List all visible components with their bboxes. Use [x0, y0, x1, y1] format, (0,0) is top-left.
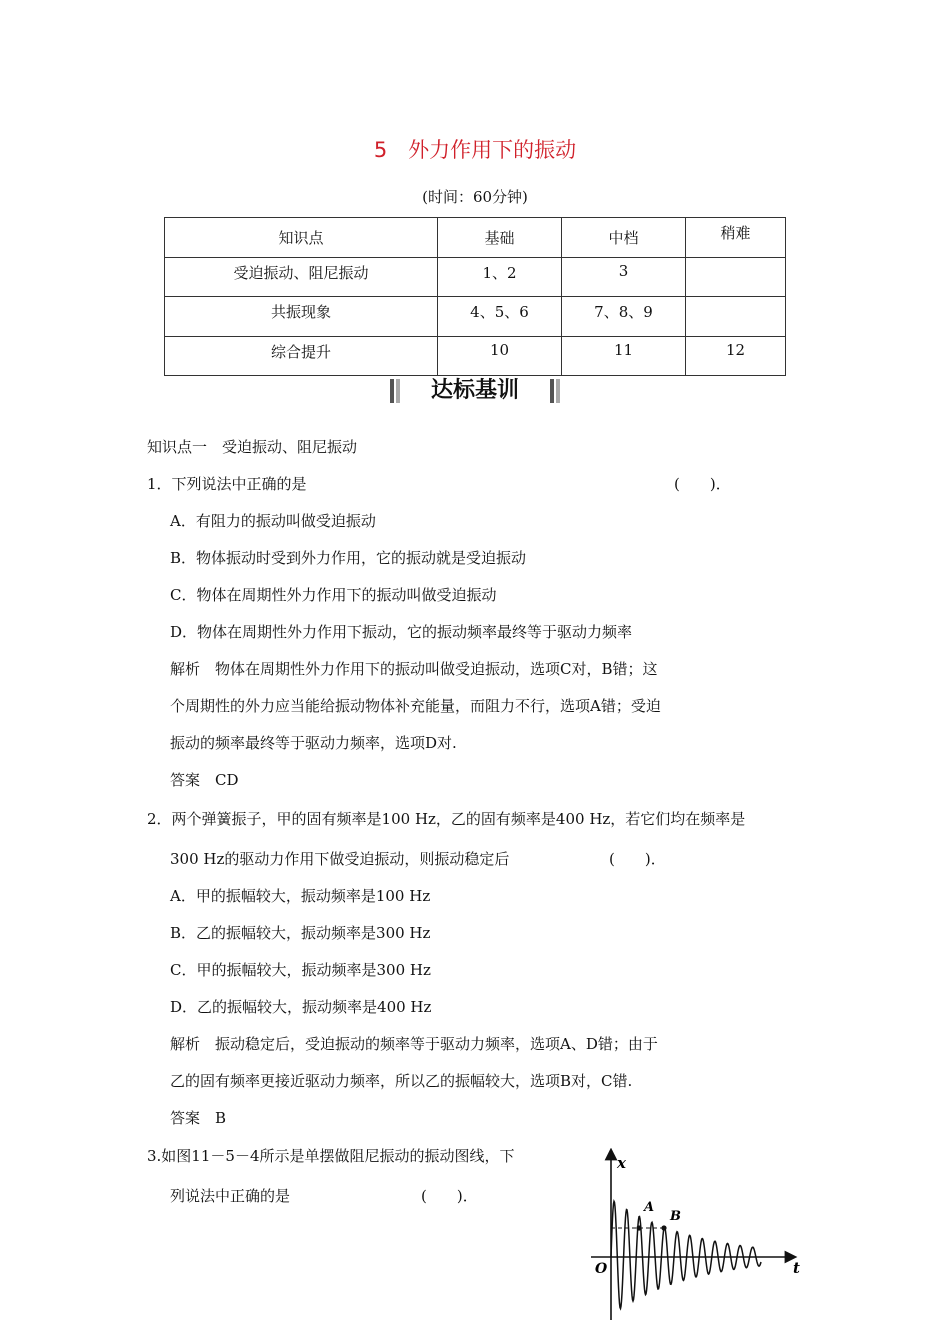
table-row — [165, 257, 786, 297]
table-cell — [686, 297, 786, 337]
q1-option-c: C．物体在周期性外力作用下的振动叫做受迫振动 — [170, 586, 497, 604]
table-cell: 10 — [438, 336, 562, 376]
damped-oscillation-figure — [585, 1148, 815, 1338]
q1-analysis-line: 振动的频率最终等于驱动力频率，选项D对. — [170, 734, 457, 752]
point-b-label: B — [670, 1209, 681, 1224]
table-cell: 3 — [562, 257, 686, 297]
table-cell: 12 — [686, 336, 786, 376]
q2-option-d: D．乙的振幅较大，振动频率是400 Hz — [170, 998, 432, 1016]
q2-answer-blank: ( )． — [609, 850, 666, 868]
q3-answer-blank: ( )． — [421, 1187, 478, 1205]
page-title: 5 外力作用下的振动 — [373, 138, 577, 162]
q2-stem-line2: 300 Hz的驱动力作用下做受迫振动，则振动稳定后 — [170, 850, 510, 868]
difficulty-table — [164, 217, 786, 376]
table-cell: 11 — [562, 336, 686, 376]
table-header-row — [165, 218, 786, 258]
q1-answer-blank: ( )． — [674, 475, 731, 493]
q1-analysis-line: 个周期性的外力应当能给振动物体补充能量，而阻力不行，选项A错；受迫 — [170, 697, 661, 715]
q1-option-d: D．物体在周期性外力作用下振动，它的振动频率最终等于驱动力频率 — [170, 623, 633, 641]
q1-analysis-line: 解析 物体在周期性外力作用下的振动叫做受迫振动，选项C对，B错；这 — [170, 660, 658, 678]
table-header-cell: 知识点 — [165, 218, 438, 258]
table-row — [165, 336, 786, 376]
section-banner — [0, 373, 950, 404]
table-cell: 受迫振动、阻尼振动 — [165, 257, 438, 297]
t-axis-label: t — [793, 1259, 800, 1277]
banner-label: 达标基训 — [430, 378, 519, 403]
table-row — [165, 297, 786, 337]
table-cell: 综合提升 — [165, 336, 438, 376]
table-header-cell: 中档 — [562, 218, 686, 258]
q2-analysis-line: 解析 振动稳定后，受迫振动的频率等于驱动力频率，选项A、D错；由于 — [170, 1035, 658, 1053]
q2-analysis-line: 乙的固有频率更接近驱动力频率，所以乙的振幅较大，选项B对，C错. — [170, 1072, 633, 1090]
q1-option-a: A．有阻力的振动叫做受迫振动 — [170, 512, 376, 530]
damped-wave-curve — [611, 1201, 761, 1308]
table-cell — [686, 257, 786, 297]
table-header-cell: 基础 — [438, 218, 562, 258]
banner-bar-icon — [390, 379, 394, 403]
banner-bar-icon — [550, 379, 554, 403]
banner-bar-icon — [556, 379, 560, 403]
q2-answer: 答案 B — [170, 1109, 227, 1127]
q3-stem-line2: 列说法中正确的是 — [170, 1187, 291, 1205]
table-cell: 共振现象 — [165, 297, 438, 337]
q2-option-a: A．甲的振幅较大，振动频率是100 Hz — [170, 887, 431, 905]
table-cell: 4、5、6 — [438, 297, 562, 337]
section-heading: 知识点一 受迫振动、阻尼振动 — [147, 438, 358, 456]
banner-bar-icon — [396, 379, 400, 403]
q1-answer: 答案 CD — [170, 771, 239, 789]
q3-stem-line1: 3.如图11－5－4所示是单摆做阻尼振动的振动图线，下 — [147, 1147, 515, 1165]
q1-stem: 1．下列说法中正确的是 — [147, 475, 307, 493]
table-cell: 1、2 — [438, 257, 562, 297]
point-a-marker — [636, 1225, 641, 1230]
x-axis-label: x — [617, 1154, 626, 1172]
table-header-cell: 稍难 — [686, 218, 786, 258]
q2-option-c: C．甲的振幅较大，振动频率是300 Hz — [170, 961, 431, 979]
point-a-label: A — [644, 1200, 655, 1215]
q2-option-b: B．乙的振幅较大，振动频率是300 Hz — [170, 924, 431, 942]
origin-label: O — [595, 1261, 608, 1277]
q1-option-b: B．物体振动时受到外力作用，它的振动就是受迫振动 — [170, 549, 527, 567]
time-limit: (时间：60分钟) — [422, 188, 528, 206]
table-cell: 7、8、9 — [562, 297, 686, 337]
q2-stem-line1: 2．两个弹簧振子，甲的固有频率是100 Hz，乙的固有频率是400 Hz，若它们均在频率是 — [147, 810, 746, 828]
point-b-marker — [661, 1225, 666, 1230]
